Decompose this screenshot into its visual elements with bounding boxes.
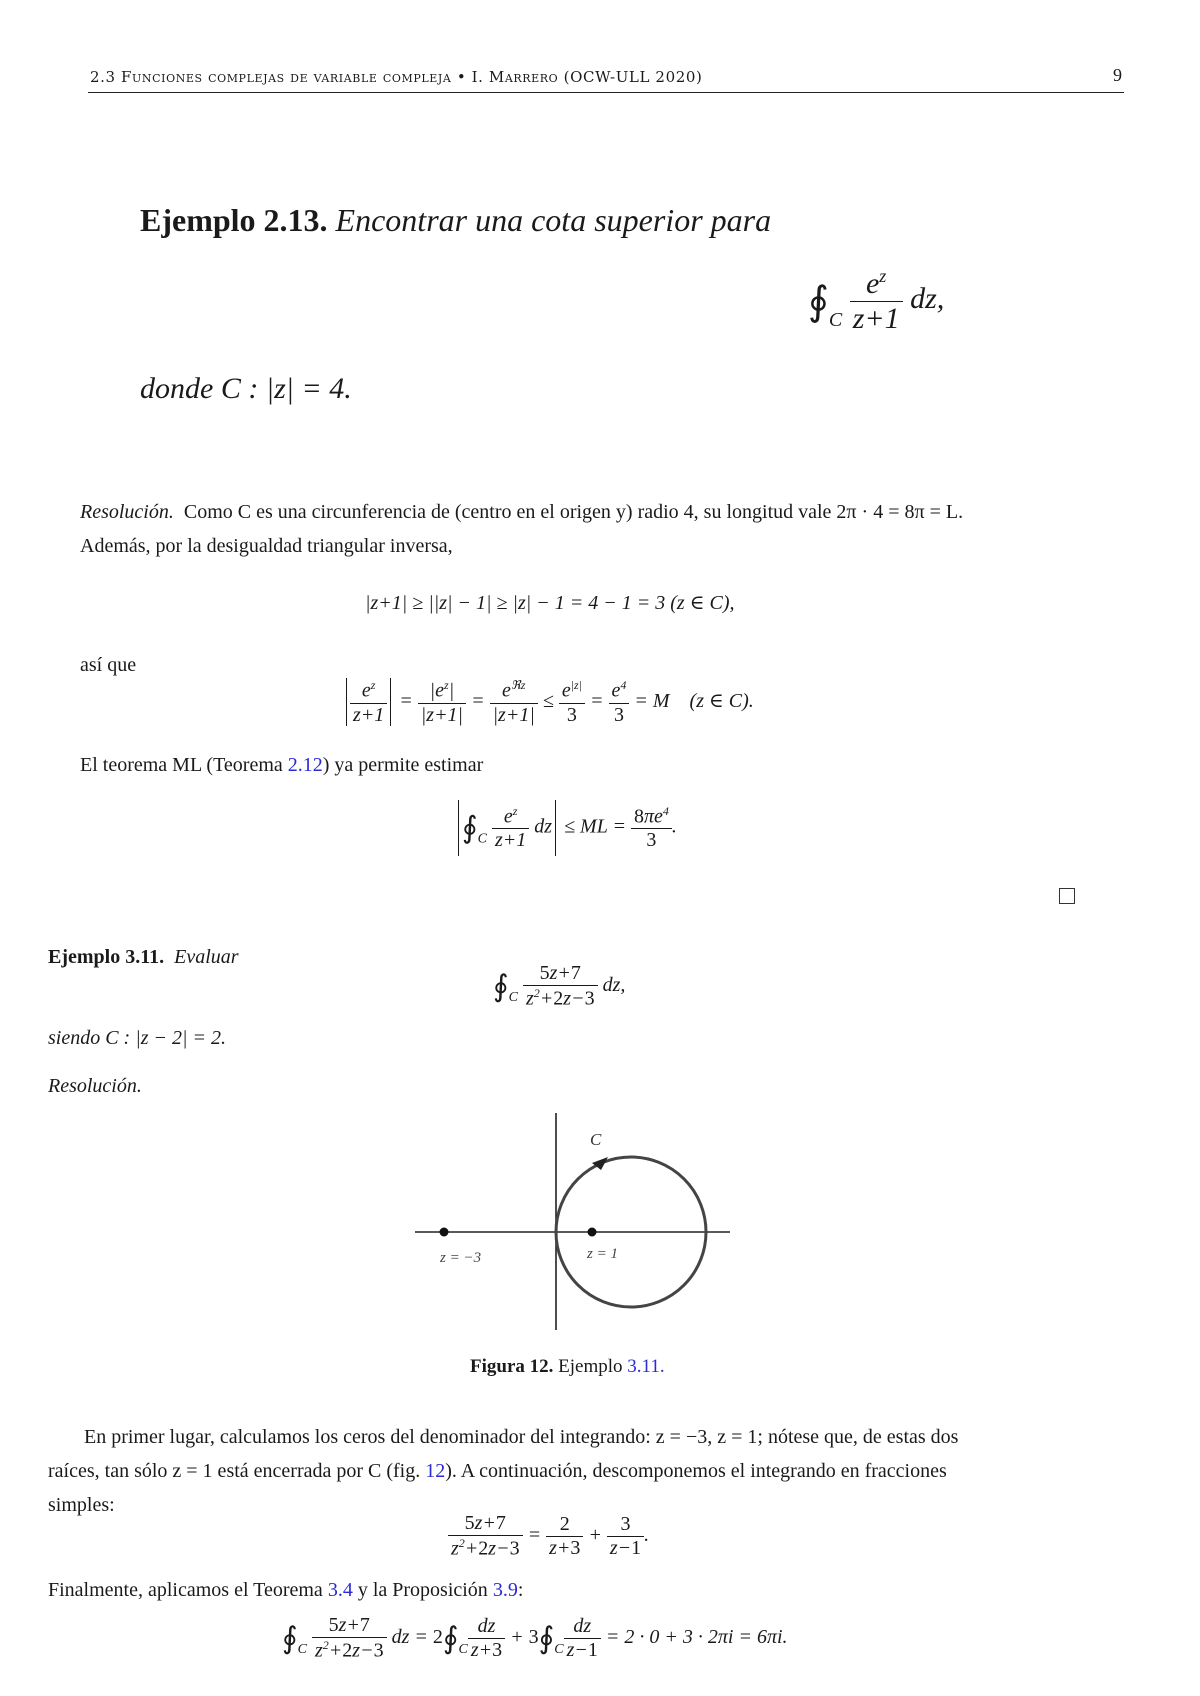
page-number: 9 (1113, 65, 1122, 85)
ml-estimate: $∮_C$ $\frac{e^z}{z+1}$ dz ≤ ML = $\frac{8\pi e^4}{3}$ . (455, 800, 677, 856)
bound-tail: (z ∈ C). (689, 689, 754, 712)
pole-point-left (440, 1228, 449, 1237)
ml-theorem-line: El teorema ML (Teorema 2.12) ya permite estimar (80, 754, 484, 776)
integral-3-11: $∮_C$ $\frac{5z+7}{z^2+2z-3}$ dz, (493, 962, 626, 1010)
running-header (88, 62, 1124, 93)
example-statement: Evaluar (174, 946, 239, 968)
point-right-label: z = 1 (587, 1246, 618, 1262)
figure-12-diagram (410, 1105, 740, 1335)
resolution-label: Resolución. (80, 501, 174, 523)
contour-integral-icon: ∮ (282, 1621, 298, 1655)
asi-que-text: así que (80, 654, 137, 676)
example-statement: Encontrar una cota superior para (335, 202, 772, 238)
caption-ref-link[interactable]: 3.11. (627, 1356, 665, 1377)
figure-caption: Figura 12. Ejemplo 3.11. (470, 1356, 665, 1377)
resolution-label-2: Resolución. (48, 1075, 142, 1097)
contour-integral-icon: ∮ (493, 969, 509, 1003)
body-paragraph: En primer lugar, calculamos los ceros del denominador del integrando: z = −3, z = 1; nótese que, de estas dos raíces, tan sólo z = 1 está encerrada por C (fig. 12). A continuación, descomponemos el integrando en fracciones simples: (48, 1426, 959, 1516)
theorem-3-4-link[interactable]: 3.4 (327, 1579, 353, 1601)
pole-point-right (588, 1228, 597, 1237)
figure-ref-link[interactable]: 12 (425, 1460, 446, 1482)
proposition-3-9-link[interactable]: 3.9 (492, 1579, 518, 1601)
triangle-inequality: |z+1| ≥ ||z| − 1| ≥ |z| − 1 = 4 − 1 = 3 (z ∈ C), (365, 592, 735, 614)
final-line: Finalmente, aplicamos el Teorema 3.4 y la Proposición 3.9: (48, 1579, 524, 1601)
contour-integral-icon: ∮ (808, 278, 829, 324)
resolution-line-2: Además, por la desigualdad triangular inversa, (80, 535, 453, 557)
curve-label: C (590, 1130, 602, 1149)
final-computation: $∮_C$ $\frac{5z+7}{z^2+2z-3}$ dz = $2∮_C$ $\frac{dz}{z+3}$ + $3∮_C$ $\frac{dz}{z-1}$ = 2 · 0 + 3 · 2πi = 6πi. (282, 1614, 788, 1662)
final-result: = 2 · 0 + 3 · 2πi = 6πi. (605, 1625, 788, 1648)
example-3-11-condition: siendo C : |z − 2| = 2. (48, 1027, 226, 1049)
point-left-label: z = −3 (440, 1250, 482, 1266)
partial-fractions: $\frac{5z+7}{z^2+2z-3}$ = $\frac{2}{z+3}$ + $\frac{3}{z-1}$ . (448, 1512, 649, 1561)
contour-integral-icon: ∮ (462, 811, 478, 845)
qed-square-icon (1059, 888, 1075, 904)
resolution-line-1: Como C es una circunferencia de (centro en el origen y) radio 4, su longitud vale 2π · 4 = 8π = L. (183, 501, 964, 523)
resolution-paragraph (80, 495, 1120, 563)
example-2-13-condition: donde C : |z| = 4. (140, 372, 352, 405)
fraction-ez-over-z1: $\frac{e^z}{z+1}$ (850, 266, 903, 336)
integral-tail: dz, (910, 281, 945, 315)
bound-chain: $\frac{e^z}{z+1}$ = $\frac{|e^z|}{|z+1|}$ = $\frac{e^{ℜz}}{|z+1|}$ ≤ $\frac{e^{|z|}}{3}$ = $\frac{e^4}{3}$ = M (z ∈ C). (343, 678, 754, 727)
example-label: Ejemplo 3.11. (48, 946, 165, 968)
example-label: Ejemplo 2.13. (140, 202, 328, 238)
example-2-13-heading (140, 202, 771, 239)
theorem-ref-link[interactable]: 2.12 (287, 754, 323, 776)
running-title: 2.3 Funciones complejas de variable compleja • I. Marrero (OCW-ULL 2020) (90, 68, 703, 86)
example-3-11-heading (48, 940, 239, 974)
integral-2-13: $∮_C$ $\frac{e^z}{z+1}$ dz, (808, 266, 945, 335)
